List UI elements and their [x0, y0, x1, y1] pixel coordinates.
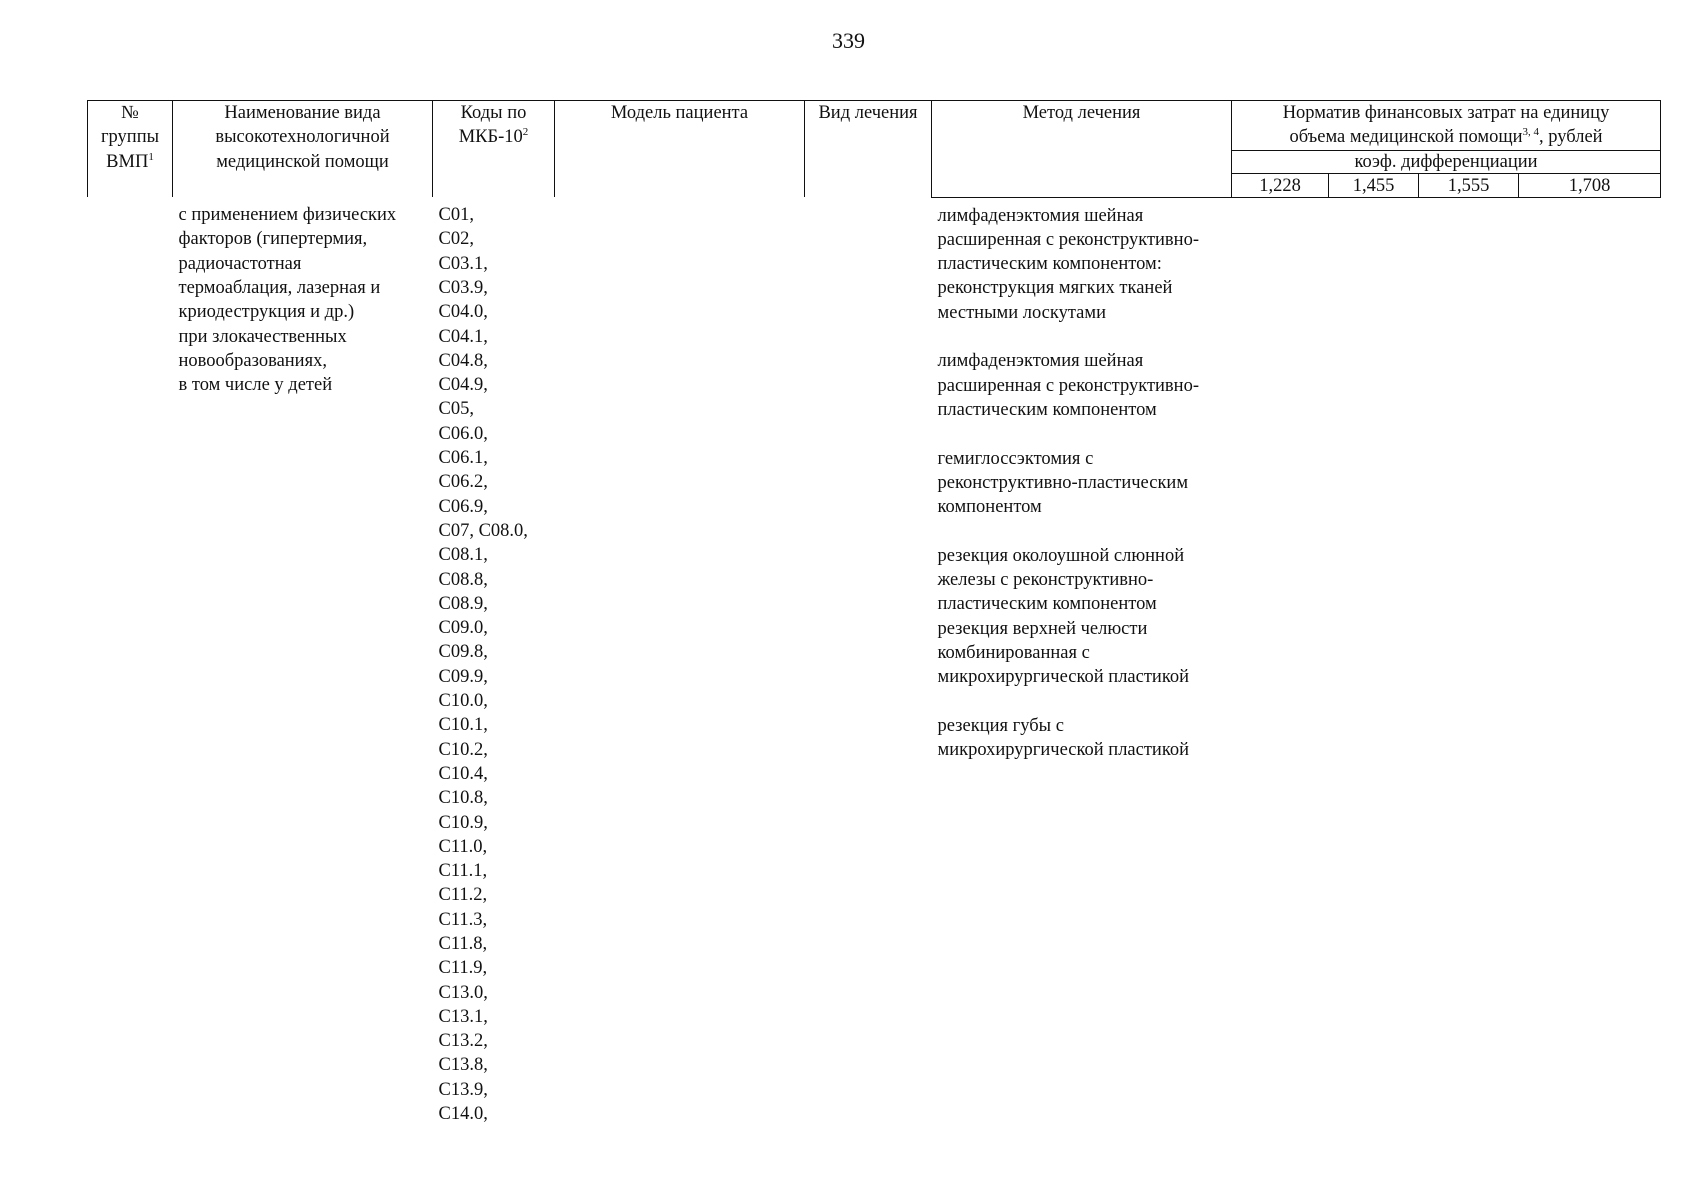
- header-icd-line: Коды по: [460, 103, 527, 123]
- care-type-line: радиочастотная: [178, 253, 302, 274]
- care-type-line: факторов (гипертермия,: [178, 229, 368, 250]
- table-header: [88, 101, 1661, 198]
- header-cost-norm-line: объема медицинской помощи$^{3, 4}$, рублей: [1289, 126, 1603, 148]
- cell-icd-codes: [433, 197, 555, 1126]
- icd-code: C11.2,: [438, 885, 488, 906]
- cell-treatment-type: [805, 197, 932, 1126]
- icd-code: C09.9,: [438, 666, 488, 687]
- icd-code: C11.9,: [438, 958, 488, 979]
- method-line: расширенная с реконструктивно-: [937, 229, 1199, 250]
- icd-code: C08.9,: [438, 593, 488, 614]
- icd-code: C10.2,: [438, 739, 488, 760]
- icd-code: C11.0,: [438, 836, 488, 857]
- method-item: [938, 447, 1226, 520]
- icd-code: C02,: [438, 229, 474, 250]
- footnote-mark: 3, 4: [1522, 126, 1539, 139]
- icd-code: C06.0,: [438, 423, 488, 444]
- cell-coef: [1519, 197, 1661, 1126]
- icd-code: C13.2,: [438, 1031, 488, 1052]
- method-gap: [938, 519, 1226, 543]
- cell-coef: [1329, 197, 1419, 1126]
- method-item: [938, 544, 1226, 617]
- icd-code: C04.1,: [438, 326, 488, 347]
- method-line: расширенная с реконструктивно-: [937, 375, 1199, 396]
- vmp-table: [87, 100, 1661, 1126]
- method-line: резекция околоушной слюнной: [937, 545, 1185, 566]
- care-type-line: при злокачественных: [178, 326, 347, 347]
- care-type-line: в том числе у детей: [178, 375, 333, 396]
- icd-code: C13.0,: [438, 982, 488, 1003]
- icd-code: C05,: [438, 399, 474, 420]
- icd-code: C03.9,: [438, 277, 488, 298]
- icd-code: C10.8,: [438, 788, 488, 809]
- method-item: [938, 714, 1226, 763]
- header-group-no-line: ВМП$^1$: [106, 150, 154, 172]
- method-line: местными лоскутами: [937, 302, 1106, 323]
- icd-code: C10.9,: [438, 812, 488, 833]
- method-gap: [938, 422, 1226, 446]
- icd-code: C07, C08.0,: [438, 520, 528, 541]
- header-care-type: [173, 101, 433, 198]
- method-line: пластическим компонентом:: [937, 254, 1162, 275]
- icd-code: C04.0,: [438, 302, 488, 323]
- header-cost-norm-line: Норматив финансовых затрат на единицу: [1282, 103, 1610, 123]
- care-type-line: термоаблация, лазерная и: [178, 277, 381, 298]
- coef-value: 1,708: [1519, 173, 1661, 197]
- icd-code: C09.8,: [438, 642, 488, 663]
- header-group-no-line: №: [121, 103, 139, 123]
- header-care-type-line: медицинской помощи: [216, 151, 389, 172]
- icd-code: C13.1,: [438, 1006, 488, 1027]
- method-line: микрохирургической пластикой: [937, 740, 1190, 761]
- header-group-no: [88, 101, 173, 198]
- method-line: компонентом: [937, 497, 1042, 518]
- icd-code: C04.9,: [438, 375, 488, 396]
- care-type-line: криодеструкция и др.): [178, 302, 355, 323]
- icd-code: C06.2,: [438, 472, 488, 493]
- header-icd-codes: [433, 101, 555, 198]
- method-item: [938, 204, 1226, 325]
- method-gap: [938, 325, 1226, 349]
- method-line: пластическим компонентом: [937, 594, 1157, 615]
- icd-code: C01,: [438, 205, 474, 226]
- icd-code: C13.9,: [438, 1079, 488, 1100]
- method-line: лимфаденэктомия шейная: [937, 351, 1144, 372]
- cell-patient-model: [555, 197, 805, 1126]
- cell-treatment-method: [932, 197, 1232, 1126]
- header-coef-label: коэф. дифференциации: [1232, 150, 1661, 173]
- care-type-line: с применением физических: [178, 205, 397, 226]
- table-row: [88, 197, 1661, 1126]
- method-line: пластическим компонентом: [937, 399, 1157, 420]
- icd-code: C11.8,: [438, 934, 488, 954]
- icd-code: C08.8,: [438, 569, 488, 590]
- header-care-type-line: Наименование вида: [224, 103, 381, 123]
- care-type-line: новообразованиях,: [178, 350, 327, 371]
- method-line: комбинированная с: [937, 642, 1090, 663]
- method-line: гемиглоссэктомия с: [937, 448, 1094, 469]
- cell-group-no: [88, 197, 173, 1126]
- header-cost-norm: [1232, 101, 1661, 151]
- icd-code: C10.1,: [438, 715, 488, 736]
- icd-code: C06.9,: [438, 496, 488, 517]
- page-number: 339: [832, 28, 865, 53]
- method-line: микрохирургической пластикой: [937, 667, 1190, 688]
- method-line: реконструктивно-пластическим: [937, 472, 1189, 493]
- header-treatment-method: Метод лечения: [932, 101, 1232, 198]
- icd-code: C11.3,: [438, 909, 488, 930]
- icd-code: C14.0,: [438, 1104, 488, 1125]
- table-body: [88, 197, 1661, 1126]
- coef-value: 1,555: [1419, 173, 1519, 197]
- footnote-mark: 2: [522, 126, 529, 139]
- method-item: [938, 617, 1226, 690]
- header-patient-model: Модель пациента: [555, 101, 805, 198]
- header-treatment-type: Вид лечения: [805, 101, 932, 198]
- cell-care-type: [173, 197, 433, 1126]
- method-line: реконструкция мягких тканей: [937, 278, 1173, 299]
- method-line: лимфаденэктомия шейная: [937, 205, 1144, 226]
- footnote-mark: 1: [148, 150, 154, 163]
- icd-code: C03.1,: [438, 253, 488, 274]
- icd-code: C08.1,: [438, 545, 488, 566]
- method-line: резекция губы с: [937, 715, 1064, 736]
- icd-code: C04.8,: [438, 350, 488, 371]
- icd-code: C13.8,: [438, 1055, 488, 1076]
- coef-value: 1,228: [1232, 173, 1329, 197]
- cell-coef: [1232, 197, 1329, 1126]
- icd-code: C11.1,: [438, 861, 488, 882]
- header-care-type-line: высокотехнологичной: [215, 127, 390, 148]
- header-icd-line: МКБ-$10^2$: [458, 126, 529, 148]
- method-line: резекция верхней челюсти: [937, 618, 1148, 639]
- coef-value: 1,455: [1329, 173, 1419, 197]
- cell-coef: [1419, 197, 1519, 1126]
- method-line: железы с реконструктивно-: [937, 570, 1154, 591]
- icd-code: C10.4,: [438, 763, 488, 784]
- header-group-no-line: группы: [100, 127, 160, 148]
- icd-code: C09.0,: [438, 618, 488, 639]
- method-item: [938, 349, 1226, 422]
- method-gap: [938, 690, 1226, 714]
- icd-code: C10.0,: [438, 691, 488, 712]
- icd-code: C06.1,: [438, 448, 488, 469]
